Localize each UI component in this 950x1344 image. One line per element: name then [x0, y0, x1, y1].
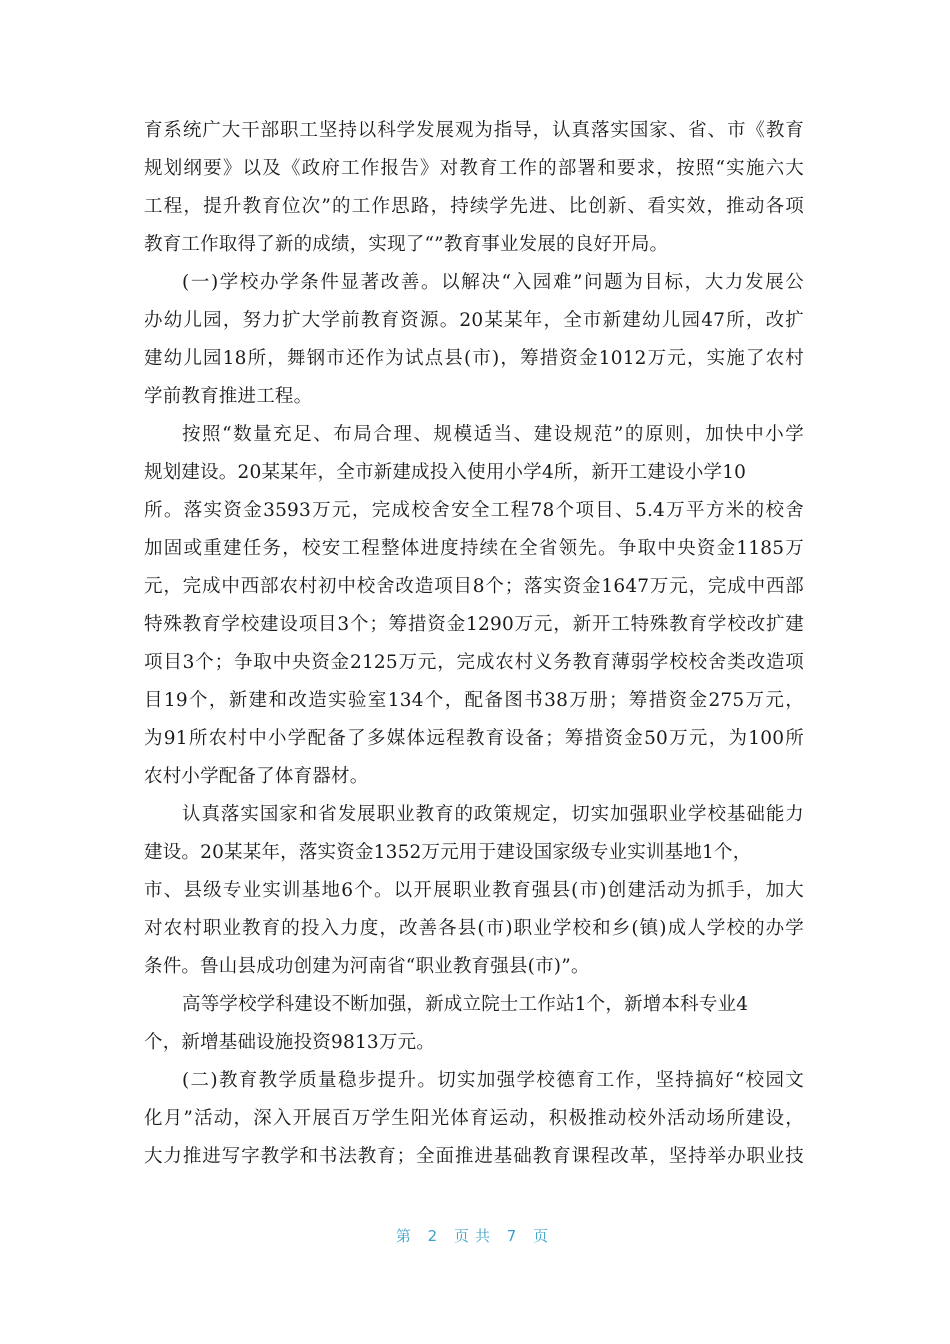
text-line: 工程，提升教育位次”的工作思路，持续学先进、比创新、看实效，推动各项 — [144, 196, 804, 217]
text-line: 化月”活动，深入开展百万学生阳光体育运动，积极推动校外活动场所建设， — [144, 1108, 804, 1129]
text-line: 认真落实国家和省发展职业教育的政策规定，切实加强职业学校基础能力 — [182, 804, 804, 825]
text-line: 所。落实资金3593万元，完成校舍安全工程78个项目、5.4万平方米的校舍 — [144, 500, 804, 521]
text-line: 规划建设。20某某年，全市新建成投入使用小学4所，新开工建设小学10 — [144, 462, 747, 483]
text-line: 建幼儿园18所，舞钢市还作为试点县(市)，筹措资金1012万元，实施了农村 — [144, 348, 804, 369]
text-line: 加固或重建任务，校安工程整体进度持续在全省领先。争取中央资金1185万 — [144, 538, 804, 559]
page-number-label: 第 2 页共 7 页 — [395, 1227, 555, 1245]
text-line: (二)教育教学质量稳步提升。切实加强学校德育工作，坚持搞好“校园文 — [182, 1070, 804, 1091]
text-line: 对农村职业教育的投入力度，改善各县(市)职业学校和乡(镇)成人学校的办学 — [144, 918, 804, 939]
text-line: 高等学校学科建设不断加强，新成立院士工作站1个，新增本科专业4 — [182, 994, 749, 1015]
text-line: 大力推进写字教学和书法教育；全面推进基础教育课程改革，坚持举办职业技 — [144, 1146, 804, 1167]
text-line: 为91所农村中小学配备了多媒体远程教育设备；筹措资金50万元，为100所 — [144, 728, 804, 749]
text-line: 育系统广大干部职工坚持以科学发展观为指导，认真落实国家、省、市《教育 — [144, 120, 804, 141]
text-line: 项目3个；争取中央资金2125万元，完成农村义务教育薄弱学校校舍类改造项 — [144, 652, 804, 673]
text-line: 条件。鲁山县成功创建为河南省“职业教育强县(市)”。 — [144, 956, 590, 977]
page-number-footer — [0, 1225, 950, 1246]
text-line: 学前教育推进工程。 — [144, 386, 313, 407]
text-line: 个，新增基础设施投资9813万元。 — [144, 1032, 435, 1053]
text-line: 目19个，新建和改造实验室134个，配备图书38万册；筹措资金275万元， — [144, 690, 804, 711]
text-line: 元，完成中西部农村初中校舍改造项目8个；落实资金1647万元，完成中西部 — [144, 576, 804, 597]
text-line: 按照“数量充足、布局合理、规模适当、建设规范”的原则，加快中小学 — [182, 424, 804, 445]
text-line: 办幼儿园，努力扩大学前教育资源。20某某年，全市新建幼儿园47所，改扩 — [144, 310, 804, 331]
text-line: 特殊教育学校建设项目3个；筹措资金1290万元，新开工特殊教育学校改扩建 — [144, 614, 804, 635]
text-line: 教育工作取得了新的成绩，实现了“”教育事业发展的良好开局。 — [144, 234, 669, 255]
text-line: 建设。20某某年，落实资金1352万元用于建设国家级专业实训基地1个， — [144, 842, 752, 863]
document-body — [144, 112, 804, 1176]
text-line: 规划纲要》以及《政府工作报告》对教育工作的部署和要求，按照“实施六大 — [144, 158, 804, 179]
text-line: 农村小学配备了体育器材。 — [144, 766, 369, 787]
text-line: (一)学校办学条件显著改善。以解决“入园难”问题为目标，大力发展公 — [182, 272, 804, 293]
text-line: 市、县级专业实训基地6个。以开展职业教育强县(市)创建活动为抓手，加大 — [144, 880, 804, 901]
